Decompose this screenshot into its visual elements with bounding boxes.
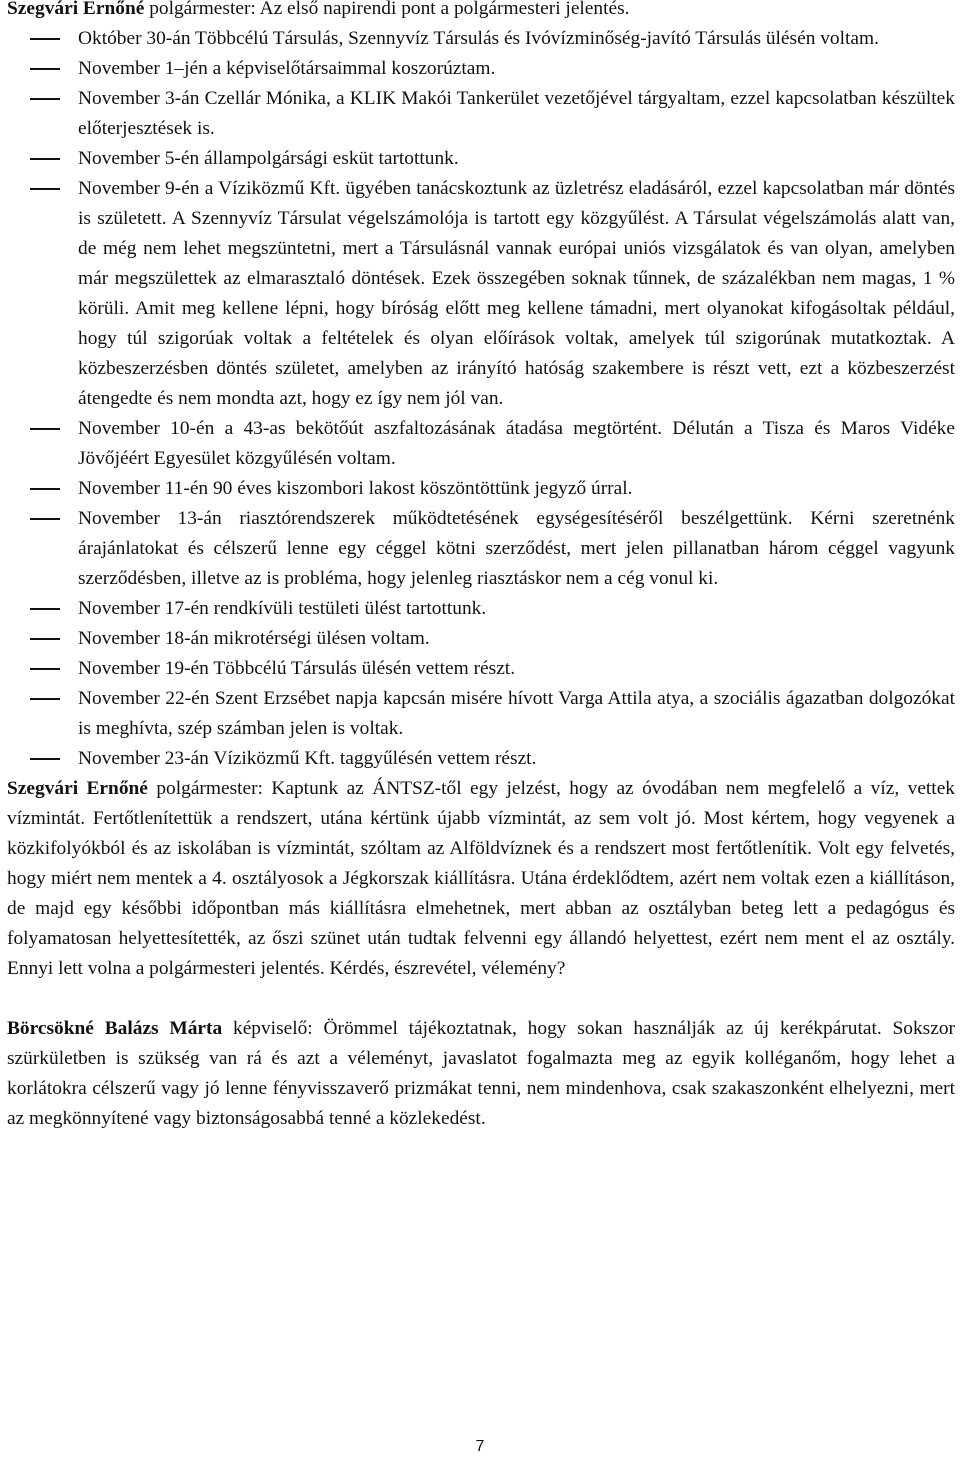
page-number: 7	[475, 1438, 485, 1455]
speaker-name: Szegvári Ernőné	[7, 778, 148, 799]
dash-bullet	[30, 428, 60, 430]
speaker-name: Börcsökné Balázs Márta	[7, 1018, 223, 1039]
dash-bullet	[30, 188, 60, 190]
mayor-statement-paragraph	[7, 774, 955, 984]
dash-bullet	[30, 158, 60, 160]
representative-statement-paragraph	[7, 1014, 955, 1134]
dash-bullet	[30, 608, 60, 610]
dash-bullet	[30, 488, 60, 490]
dash-bullet	[30, 668, 60, 670]
list-item: November 19-én Többcélú Társulás ülésén vettem részt.	[7, 654, 955, 684]
list-item: November 3-án Czellár Mónika, a KLIK Makói Tankerület vezetőjével tárgyaltam, ezzel kapcsolatban készültek előterjesztések is.	[7, 84, 955, 144]
dash-bullet	[30, 638, 60, 640]
list-item: November 1–jén a képviselőtársaimmal koszorúztam.	[7, 54, 955, 84]
dash-bullet	[30, 68, 60, 70]
report-list	[7, 24, 955, 774]
report-intro	[7, 0, 955, 24]
list-item: November 13-án riasztórendszerek működtetésének egységesítéséről beszélgettünk. Kérni szeretnénk árajánlatokat és célszerű lenne egy céggel kötni szerződést, mert jelen pillanatban három céggel vagyunk szerződésben, illetve az is probléma, hogy jelenleg riasztáskor nem a cég vonul ki.	[7, 504, 955, 594]
speech-text: polgármester: Az első napirendi pont a polgármesteri jelentés.	[144, 0, 630, 19]
list-item: November 11-én 90 éves kiszombori lakost köszöntöttünk jegyző úrral.	[7, 474, 955, 504]
list-item: November 5-én állampolgársági esküt tartottunk.	[7, 144, 955, 174]
list-item: November 9-én a Víziközmű Kft. ügyében tanácskoztunk az üzletrész eladásáról, ezzel kapcsolatban már döntés is született. A Szennyvíz Társulat végelszámolója is tartott egy közgyűlést. A Társulat végelszámolás alatt van, de még nem lehet megszüntetni, mert a Társulásnál vannak európai uniós vizsgálatok és van olyan, amelyben már megszülettek az elmarasztaló döntések. Ezek összegében soknak tűnnek, de százalékban nem magas, 1 % körüli. Amit meg kellene lépni, hogy bíróság előtt meg kellene támadni, mert olyanokat kifogásoltak például, hogy túl szigorúak voltak a feltételek és olyan előírások voltak, amelyek túl szigorúnak mutatkoztak. A közbeszerzésben döntés születet, amelyben az irányító hatóság szakembere is részt vett, ezt a közbeszerzést átengedte és nem mondta azt, hogy ez így nem jól van.	[7, 174, 955, 414]
dash-bullet	[30, 698, 60, 700]
speech-text: polgármester: Kaptunk az ÁNTSZ-től egy jelzést, hogy az óvodában nem megfelelő a víz, vettek vízmintát. Fertőtlenítettük a rendszert, utána kértünk újabb vízmintát, az sem volt jó. Most kértem, hogy vegyenek a közkifolyókból és az iskolában is vízmintát, szóltam az Alföldvíznek és a rendszert most fertőtlenítik. Volt egy felvetés, hogy miért nem mentek a 4. osztályosok a Jégkorszak kiállításra. Utána érdeklődtem, azért nem voltak ezen a kiállításon, de majd egy későbbi időpontban más kiállításra elmehetnek, mert abban az osztályban beteg lett a pedagógus és folyamatosan helyettesítették, az őszi szünet után tudtak felvenni egy állandó helyettest, ezért nem ment el az osztály. Ennyi lett volna a polgármesteri jelentés. Kérdés, észrevétel, vélemény?	[7, 778, 956, 979]
list-item: Október 30-án Többcélú Társulás, Szennyvíz Társulás és Ivóvízminőség-javító Társulás ülésén voltam.	[7, 24, 955, 54]
list-item: November 18-án mikrotérségi ülésen voltam.	[7, 624, 955, 654]
speech-text: képviselő: Örömmel tájékoztatnak, hogy sokan használják az új kerékpárutat. Sokszor szürkületben is szükség van rá és azt a véleményt, javaslatot fogalmazta meg az egyik kolléganőm, hogy lehet a korlátokra célszerű vagy jó lenne fényvisszaverő prizmákat tenni, nem mindenhova, csak szakaszonként elhelyezni, mert az megkönnyítené vagy biztonságosabbá tenné a közlekedést.	[7, 1018, 955, 1129]
document-page	[7, 0, 955, 1164]
list-item: November 10-én a 43-as bekötőút aszfaltozásának átadása megtörtént. Délután a Tisza és Maros Vidéke Jövőjéért Egyesület közgyűlésén voltam.	[7, 414, 955, 474]
speaker-name: Szegvári Ernőné	[7, 0, 145, 19]
list-item: November 17-én rendkívüli testületi ülést tartottunk.	[7, 594, 955, 624]
list-item: November 22-én Szent Erzsébet napja kapcsán misére hívott Varga Attila atya, a szociális ágazatban dolgozókat is meghívta, szép számban jelen is voltak.	[7, 684, 955, 744]
dash-bullet	[30, 758, 60, 760]
list-item: November 23-án Víziközmű Kft. taggyűlésén vettem részt.	[7, 744, 955, 774]
dash-bullet	[30, 38, 60, 40]
dash-bullet	[30, 98, 60, 100]
dash-bullet	[30, 518, 60, 520]
